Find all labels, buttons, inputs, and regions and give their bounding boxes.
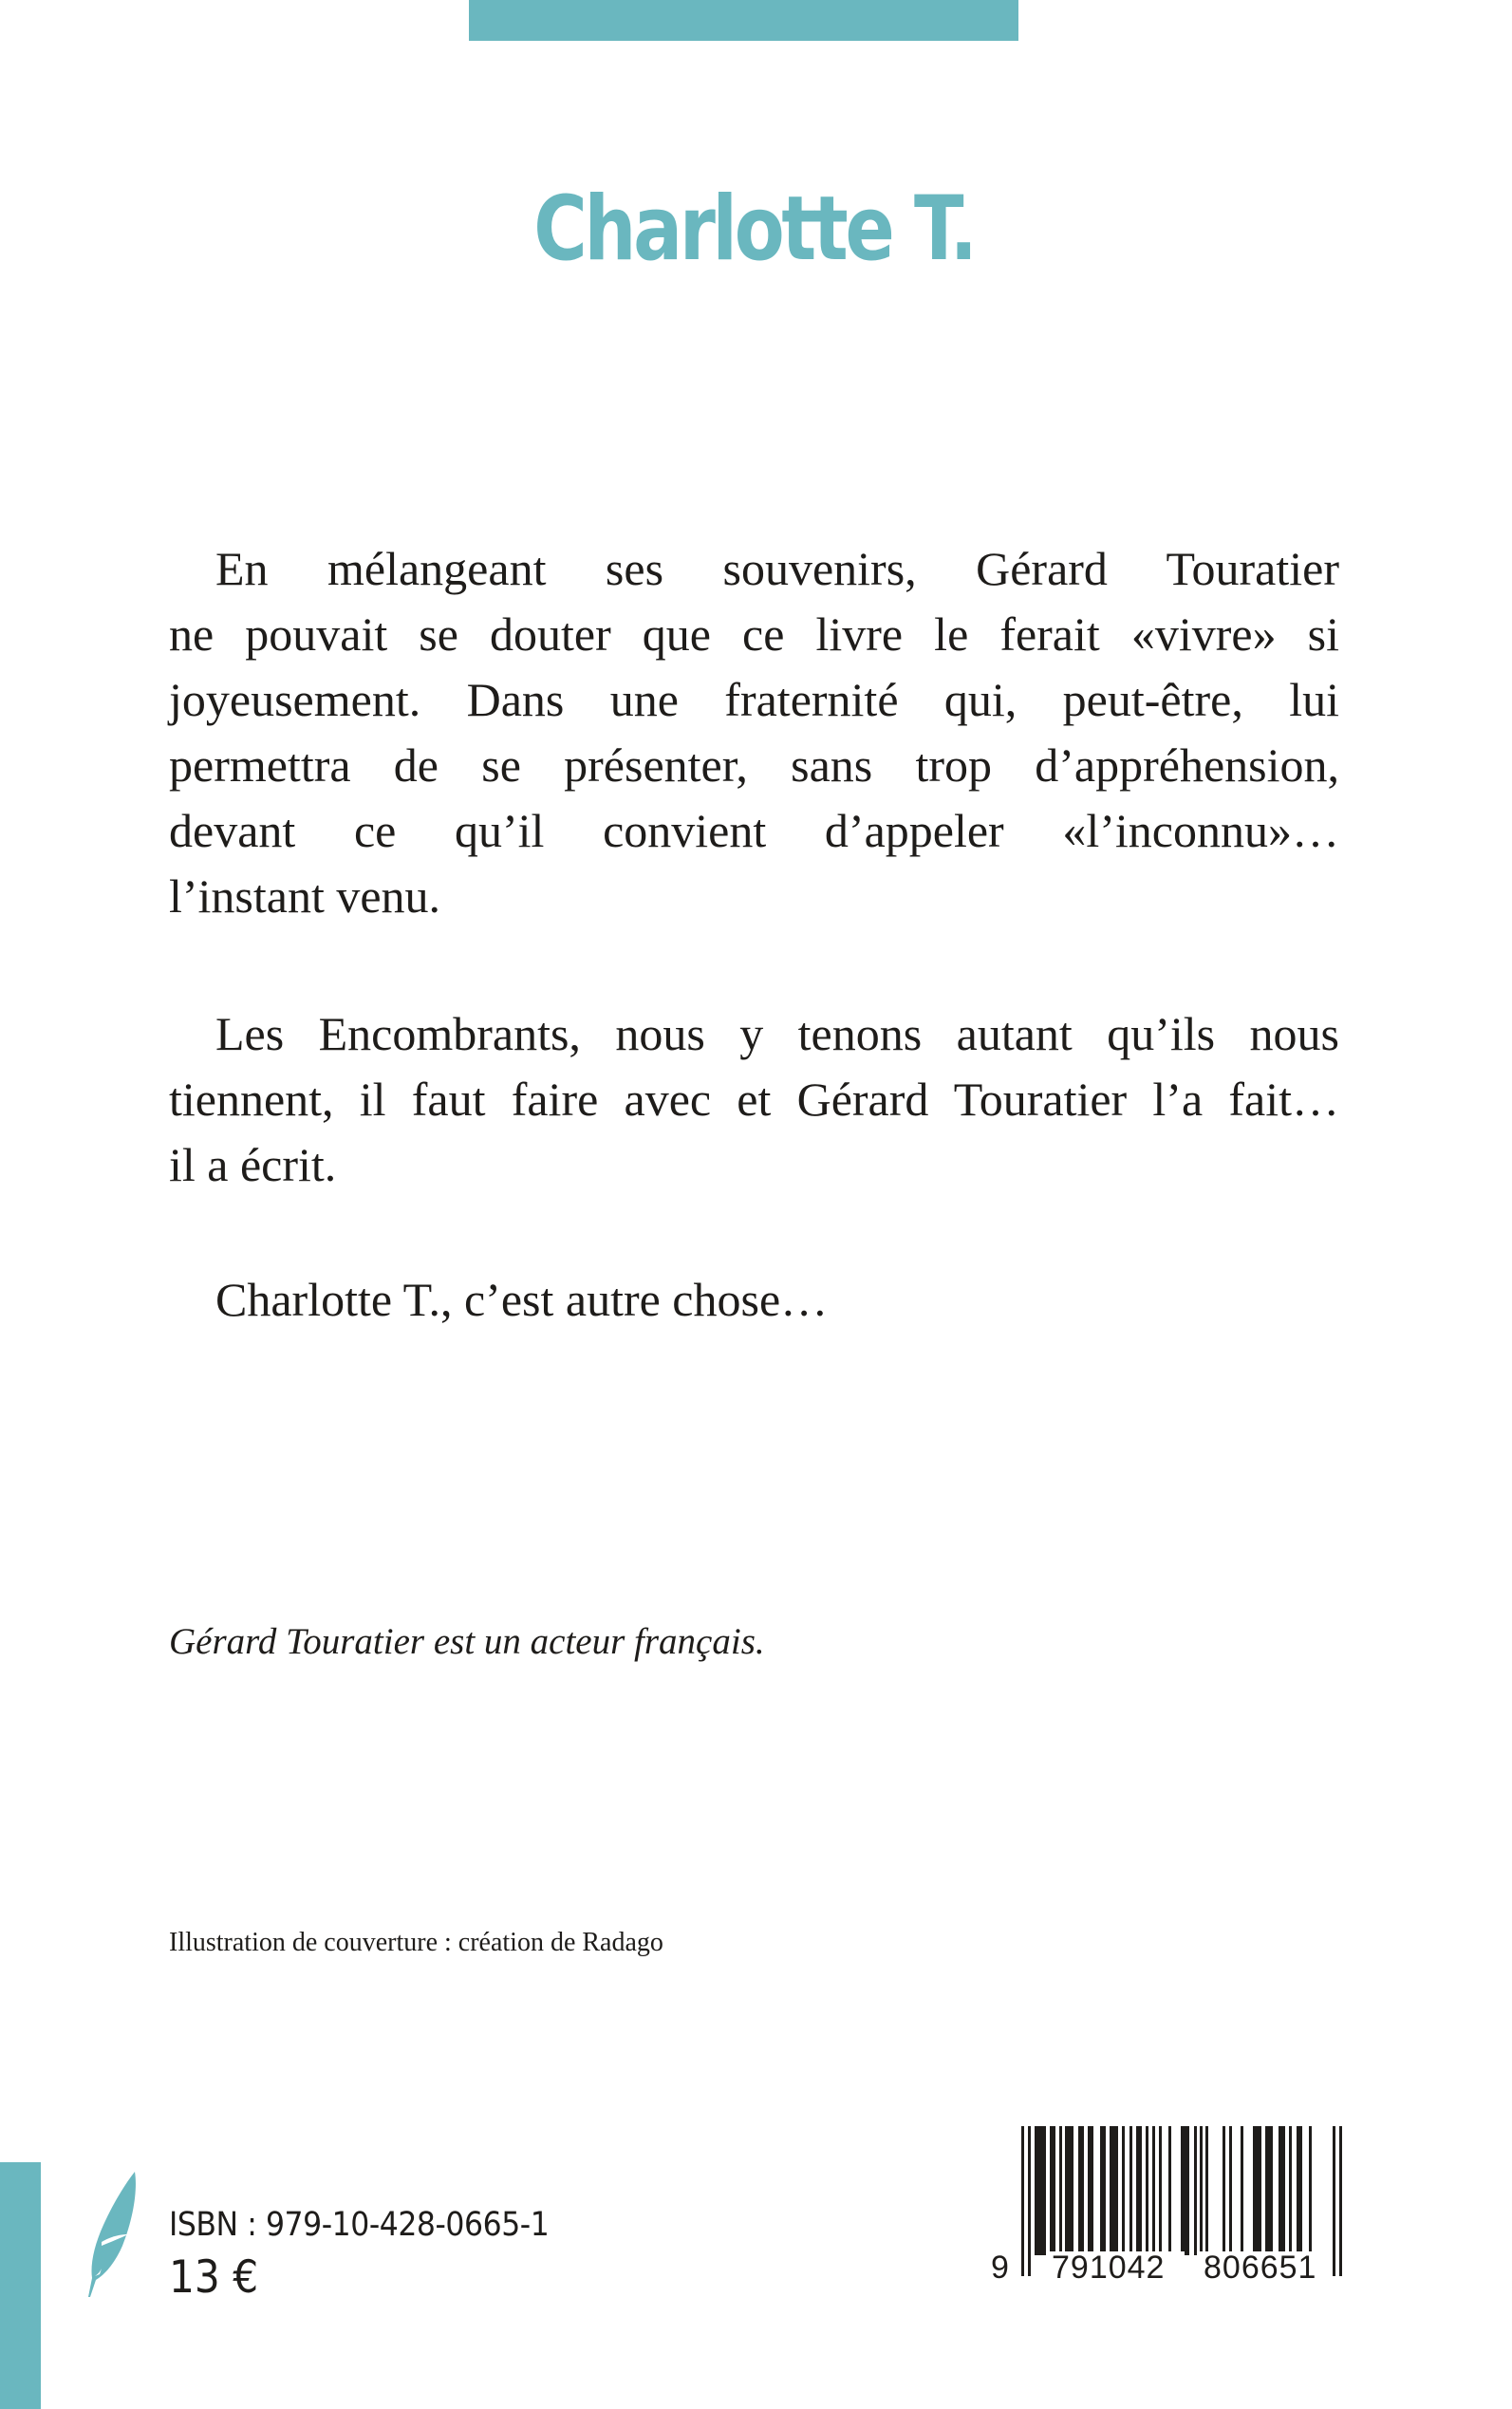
isbn-text: ISBN : 979-10-428-0665-1 <box>169 2206 550 2244</box>
blurb-paragraph-2 <box>169 1001 1339 1198</box>
blurb-line: tiennent, il faut faire avec et Gérard Touratier l’a fait… <box>169 1073 1339 1126</box>
book-title: Charlotte T. <box>533 177 975 281</box>
illustration-credit: Illustration de couverture : création de Radago <box>169 1928 663 1957</box>
feather-icon <box>81 2170 143 2298</box>
blurb-line: ne pouvait se douter que ce livre le ferait «vivre» si <box>169 607 1339 661</box>
blurb-line: En mélangeant ses souvenirs, Gérard Touratier <box>215 542 1339 595</box>
blurb-line: l’instant venu. <box>169 869 441 923</box>
price-text: 13 € <box>169 2251 259 2304</box>
blurb-paragraph-1 <box>169 536 1339 929</box>
author-bio: Gérard Touratier est un acteur français. <box>169 1621 765 1662</box>
blurb-paragraph-3 <box>169 1267 1339 1333</box>
barcode-digit-first: 9 <box>991 2250 1009 2286</box>
top-accent-band <box>469 0 1018 41</box>
barcode-digits-left: 791042 <box>1048 2251 1185 2284</box>
blurb-line: il a écrit. <box>169 1138 337 1191</box>
left-accent-band <box>0 2162 41 2409</box>
barcode-digits-right: 806651 <box>1200 2251 1333 2284</box>
blurb-line: devant ce qu’il convient d’appeler «l’inconnu»… <box>169 804 1339 857</box>
blurb-line: Les Encombrants, nous y tenons autant qu’ils nous <box>215 1007 1339 1060</box>
blurb-line: joyeusement. Dans une fraternité qui, peut-être, lui <box>169 673 1339 726</box>
blurb-line: permettra de se présenter, sans trop d’appréhension, <box>169 738 1339 792</box>
blurb-line: Charlotte T., c’est autre chose… <box>215 1273 829 1326</box>
